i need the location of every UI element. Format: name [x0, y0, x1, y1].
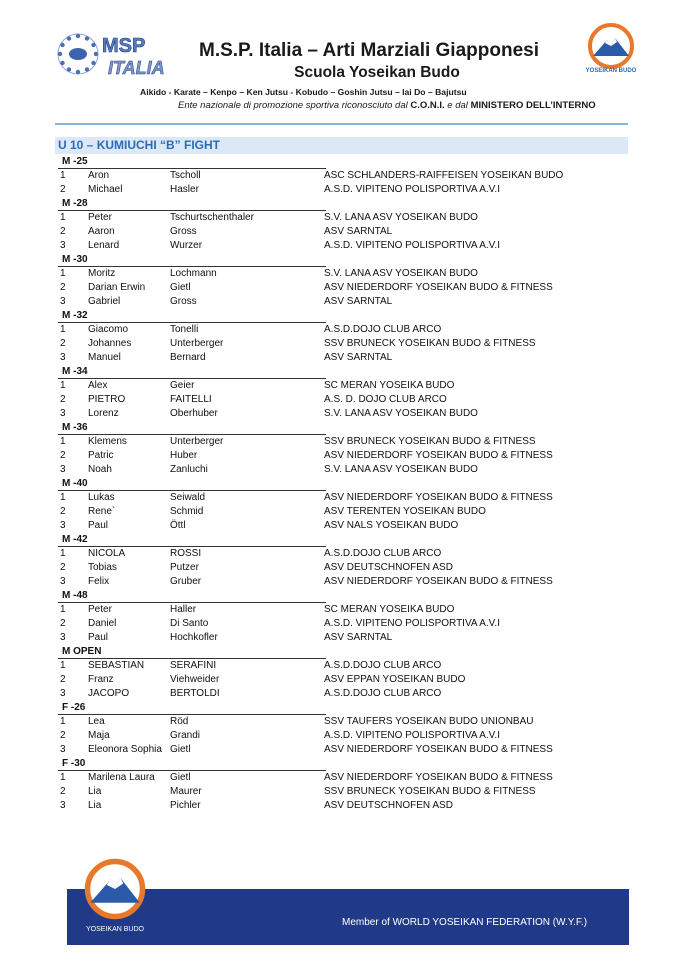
table-row: [58, 281, 628, 295]
first-name-cell: Marilena Laura: [88, 772, 155, 783]
last-name-cell: Oberhuber: [170, 408, 218, 419]
last-name-cell: Gietl: [170, 282, 191, 293]
first-name-cell: Peter: [88, 604, 112, 615]
first-name-cell: Lia: [88, 786, 102, 797]
table-row: [58, 519, 628, 533]
last-name-cell: Gietl: [170, 744, 191, 755]
rank-cell: 3: [60, 296, 66, 307]
last-name-cell: FAITELLI: [170, 394, 212, 405]
first-name-cell: Johannes: [88, 338, 132, 349]
table-row: [58, 337, 628, 351]
club-cell: A.S.D. VIPITENO POLISPORTIVA A.V.I: [324, 730, 500, 741]
club-cell: A.S.D. VIPITENO POLISPORTIVA A.V.I: [324, 618, 500, 629]
first-name-cell: Daniel: [88, 618, 117, 629]
rank-cell: 3: [60, 520, 66, 531]
last-name-cell: Pichler: [170, 800, 201, 811]
last-name-cell: Bernard: [170, 352, 206, 363]
rank-cell: 2: [60, 338, 66, 349]
ente-line: Ente nazionale di promozione sportiva riconosciuto dal C.O.N.I. e dal MINISTERO DELL’INTERNO: [178, 100, 596, 111]
first-name-cell: Michael: [88, 184, 123, 195]
club-cell: SSV TAUFERS YOSEIKAN BUDO UNIONBAU: [324, 716, 534, 727]
club-cell: A.S.D.DOJO CLUB ARCO: [324, 324, 442, 335]
table-row: [58, 379, 628, 393]
club-cell: S.V. LANA ASV YOSEIKAN BUDO: [324, 408, 478, 419]
first-name-cell: Patric: [88, 450, 114, 461]
first-name-cell: NICOLA: [88, 548, 126, 559]
club-cell: ASV NIEDERDORF YOSEIKAN BUDO & FITNESS: [324, 282, 553, 293]
club-cell: A.S.D. VIPITENO POLISPORTIVA A.V.I: [324, 240, 500, 251]
first-name-cell: Alex: [88, 380, 108, 391]
table-row: [58, 547, 628, 561]
last-name-cell: SERAFINI: [170, 660, 217, 671]
category-header: M -25: [58, 155, 628, 169]
table-row: [58, 463, 628, 477]
club-cell: SC MERAN YOSEIKA BUDO: [324, 604, 455, 615]
yoseikan-logo-text-top: YOSEIKAN BUDO: [585, 68, 637, 74]
table-row: [58, 169, 628, 183]
table-row: [58, 505, 628, 519]
last-name-cell: Geier: [170, 380, 195, 391]
last-name-cell: Gross: [170, 296, 197, 307]
club-cell: ASV SARNTAL: [324, 296, 393, 307]
table-row: [58, 771, 628, 785]
last-name-cell: Gross: [170, 226, 197, 237]
club-cell: S.V. LANA ASV YOSEIKAN BUDO: [324, 212, 478, 223]
table-row: [58, 183, 628, 197]
table-row: [58, 225, 628, 239]
club-cell: ASV DEUTSCHNOFEN ASD: [324, 800, 453, 811]
last-name-cell: Unterberger: [170, 338, 224, 349]
last-name-cell: BERTOLDI: [170, 688, 220, 699]
rank-cell: 3: [60, 352, 66, 363]
table-row: [58, 239, 628, 253]
category-header: M -36: [58, 421, 628, 435]
club-cell: S.V. LANA ASV YOSEIKAN BUDO: [324, 268, 478, 279]
last-name-cell: Röd: [170, 716, 189, 727]
first-name-cell: Tobias: [88, 562, 117, 573]
category-header: M -28: [58, 197, 628, 211]
last-name-cell: Unterberger: [170, 436, 224, 447]
club-cell: ASV NALS YOSEIKAN BUDO: [324, 520, 459, 531]
rank-cell: 1: [60, 170, 66, 181]
rank-cell: 2: [60, 184, 66, 195]
table-row: [58, 785, 628, 799]
last-name-cell: Tschurtschenthaler: [170, 212, 254, 223]
rank-cell: 3: [60, 408, 66, 419]
first-name-cell: PIETRO: [88, 394, 126, 405]
rank-cell: 3: [60, 464, 66, 475]
rank-cell: 1: [60, 380, 66, 391]
last-name-cell: Gietl: [170, 772, 191, 783]
page-title: M.S.P. Italia – Arti Marziali Giapponesi: [199, 40, 539, 61]
category-header: F -30: [58, 757, 628, 771]
category-header: M -34: [58, 365, 628, 379]
first-name-cell: Eleonora Sophia: [88, 744, 162, 755]
rank-cell: 3: [60, 240, 66, 251]
last-name-cell: Wurzer: [170, 240, 203, 251]
rank-cell: 2: [60, 226, 66, 237]
table-row: [58, 715, 628, 729]
category-header: M -32: [58, 309, 628, 323]
club-cell: A.S.D.DOJO CLUB ARCO: [324, 660, 442, 671]
disciplines-line: Aikido - Karate – Kenpo – Ken Jutsu - Kobudo – Goshin Jutsu – Iai Do – Bajutsu: [140, 87, 467, 97]
rank-cell: 3: [60, 744, 66, 755]
table-row: [58, 393, 628, 407]
rank-cell: 2: [60, 562, 66, 573]
club-cell: ASV DEUTSCHNOFEN ASD: [324, 562, 453, 573]
rank-cell: 2: [60, 450, 66, 461]
club-cell: ASV NIEDERDORF YOSEIKAN BUDO & FITNESS: [324, 492, 553, 503]
last-name-cell: Grandi: [170, 730, 201, 741]
table-row: [58, 743, 628, 757]
first-name-cell: Giacomo: [88, 324, 129, 335]
club-cell: S.V. LANA ASV YOSEIKAN BUDO: [324, 464, 478, 475]
table-row: [58, 323, 628, 337]
category-header: M OPEN: [58, 645, 628, 659]
category-header: M -30: [58, 253, 628, 267]
rank-cell: 1: [60, 268, 66, 279]
category-header: F -26: [58, 701, 628, 715]
rank-cell: 1: [60, 492, 66, 503]
first-name-cell: Rene`: [88, 506, 116, 517]
results-table: [58, 155, 628, 813]
club-cell: ASV EPPAN YOSEIKAN BUDO: [324, 674, 466, 685]
last-name-cell: Viehweider: [170, 674, 220, 685]
first-name-cell: Lukas: [88, 492, 115, 503]
club-cell: SSV BRUNECK YOSEIKAN BUDO & FITNESS: [324, 786, 536, 797]
yoseikan-mountain-icon: [82, 856, 148, 922]
table-row: [58, 407, 628, 421]
club-cell: ASV SARNTAL: [324, 352, 393, 363]
club-cell: A.S.D.DOJO CLUB ARCO: [324, 548, 442, 559]
table-row: [58, 435, 628, 449]
rank-cell: 2: [60, 730, 66, 741]
first-name-cell: Peter: [88, 212, 112, 223]
club-cell: ASV SARNTAL: [324, 226, 393, 237]
club-cell: ASV SARNTAL: [324, 632, 393, 643]
table-row: [58, 351, 628, 365]
section-title: U 10 – KUMIUCHI “B” FIGHT: [58, 138, 221, 152]
last-name-cell: Di Santo: [170, 618, 209, 629]
rank-cell: 1: [60, 548, 66, 559]
first-name-cell: Franz: [88, 674, 114, 685]
last-name-cell: Lochmann: [170, 268, 217, 279]
last-name-cell: Tonelli: [170, 324, 199, 335]
table-row: [58, 561, 628, 575]
first-name-cell: Lorenz: [88, 408, 119, 419]
last-name-cell: Schmid: [170, 506, 204, 517]
table-row: [58, 673, 628, 687]
last-name-cell: Öttl: [170, 520, 186, 531]
club-cell: SC MERAN YOSEIKA BUDO: [324, 380, 455, 391]
rank-cell: 1: [60, 660, 66, 671]
club-cell: ASV NIEDERDORF YOSEIKAN BUDO & FITNESS: [324, 772, 553, 783]
last-name-cell: Gruber: [170, 576, 202, 587]
last-name-cell: Maurer: [170, 786, 202, 797]
yoseikan-logo-text-footer: YOSEIKAN BUDO: [86, 926, 144, 933]
last-name-cell: Haller: [170, 604, 197, 615]
first-name-cell: Aaron: [88, 226, 115, 237]
first-name-cell: Felix: [88, 576, 110, 587]
table-row: [58, 491, 628, 505]
yoseikan-mountain-icon: [587, 22, 635, 70]
table-row: [58, 295, 628, 309]
header-divider: [55, 123, 628, 125]
club-cell: A.S. D. DOJO CLUB ARCO: [324, 394, 447, 405]
first-name-cell: Maja: [88, 730, 110, 741]
rank-cell: 2: [60, 282, 66, 293]
table-row: [58, 449, 628, 463]
first-name-cell: Moritz: [88, 268, 116, 279]
rank-cell: 2: [60, 506, 66, 517]
table-row: [58, 631, 628, 645]
svg-text:MSP: MSP: [102, 35, 146, 57]
rank-cell: 1: [60, 324, 66, 335]
first-name-cell: Lea: [88, 716, 105, 727]
first-name-cell: Manuel: [88, 352, 121, 363]
first-name-cell: Darian Erwin: [88, 282, 146, 293]
rank-cell: 2: [60, 786, 66, 797]
last-name-cell: Zanluchi: [170, 464, 208, 475]
table-row: [58, 267, 628, 281]
table-row: [58, 659, 628, 673]
club-cell: A.S.D.DOJO CLUB ARCO: [324, 688, 442, 699]
table-row: [58, 603, 628, 617]
first-name-cell: Paul: [88, 632, 109, 643]
table-row: [58, 729, 628, 743]
table-row: [58, 799, 628, 813]
table-row: [58, 617, 628, 631]
last-name-cell: Huber: [170, 450, 198, 461]
first-name-cell: Aron: [88, 170, 110, 181]
rank-cell: 3: [60, 576, 66, 587]
last-name-cell: Hasler: [170, 184, 199, 195]
last-name-cell: Hochkofler: [170, 632, 218, 643]
rank-cell: 1: [60, 436, 66, 447]
rank-cell: 1: [60, 604, 66, 615]
rank-cell: 1: [60, 716, 66, 727]
last-name-cell: Putzer: [170, 562, 199, 573]
last-name-cell: Seiwald: [170, 492, 206, 503]
club-cell: ASV NIEDERDORF YOSEIKAN BUDO & FITNESS: [324, 744, 553, 755]
rank-cell: 2: [60, 618, 66, 629]
first-name-cell: JACOPO: [88, 688, 130, 699]
svg-text:ITALIA: ITALIA: [108, 58, 165, 78]
last-name-cell: Tscholl: [170, 170, 201, 181]
footer-member-text: Member of WORLD YOSEIKAN FEDERATION (W.Y.F.): [342, 917, 588, 928]
club-cell: ASV TERENTEN YOSEIKAN BUDO: [324, 506, 486, 517]
table-row: [58, 687, 628, 701]
table-row: [58, 211, 628, 225]
rank-cell: 1: [60, 772, 66, 783]
first-name-cell: Lia: [88, 800, 102, 811]
first-name-cell: SEBASTIAN: [88, 660, 145, 671]
first-name-cell: Lenard: [88, 240, 120, 251]
rank-cell: 3: [60, 632, 66, 643]
category-header: M -40: [58, 477, 628, 491]
first-name-cell: Klemens: [88, 436, 127, 447]
club-cell: SSV BRUNECK YOSEIKAN BUDO & FITNESS: [324, 338, 536, 349]
rank-cell: 3: [60, 800, 66, 811]
club-cell: ASV NIEDERDORF YOSEIKAN BUDO & FITNESS: [324, 450, 553, 461]
first-name-cell: Noah: [88, 464, 112, 475]
category-header: M -48: [58, 589, 628, 603]
rank-cell: 1: [60, 212, 66, 223]
rank-cell: 3: [60, 688, 66, 699]
table-row: [58, 575, 628, 589]
club-cell: A.S.D. VIPITENO POLISPORTIVA A.V.I: [324, 184, 500, 195]
page-subtitle: Scuola Yoseikan Budo: [294, 64, 460, 81]
rank-cell: 2: [60, 394, 66, 405]
yoseikan-logo-top: [587, 22, 635, 78]
category-header: M -42: [58, 533, 628, 547]
first-name-cell: Gabriel: [88, 296, 121, 307]
club-cell: SSV BRUNECK YOSEIKAN BUDO & FITNESS: [324, 436, 536, 447]
last-name-cell: ROSSI: [170, 548, 202, 559]
yoseikan-logo-footer: [82, 856, 148, 940]
rank-cell: 2: [60, 674, 66, 685]
first-name-cell: Paul: [88, 520, 109, 531]
club-cell: ASV NIEDERDORF YOSEIKAN BUDO & FITNESS: [324, 576, 553, 587]
page-header: [0, 0, 682, 125]
club-cell: ASC SCHLANDERS-RAIFFEISEN YOSEIKAN BUDO: [324, 170, 564, 181]
